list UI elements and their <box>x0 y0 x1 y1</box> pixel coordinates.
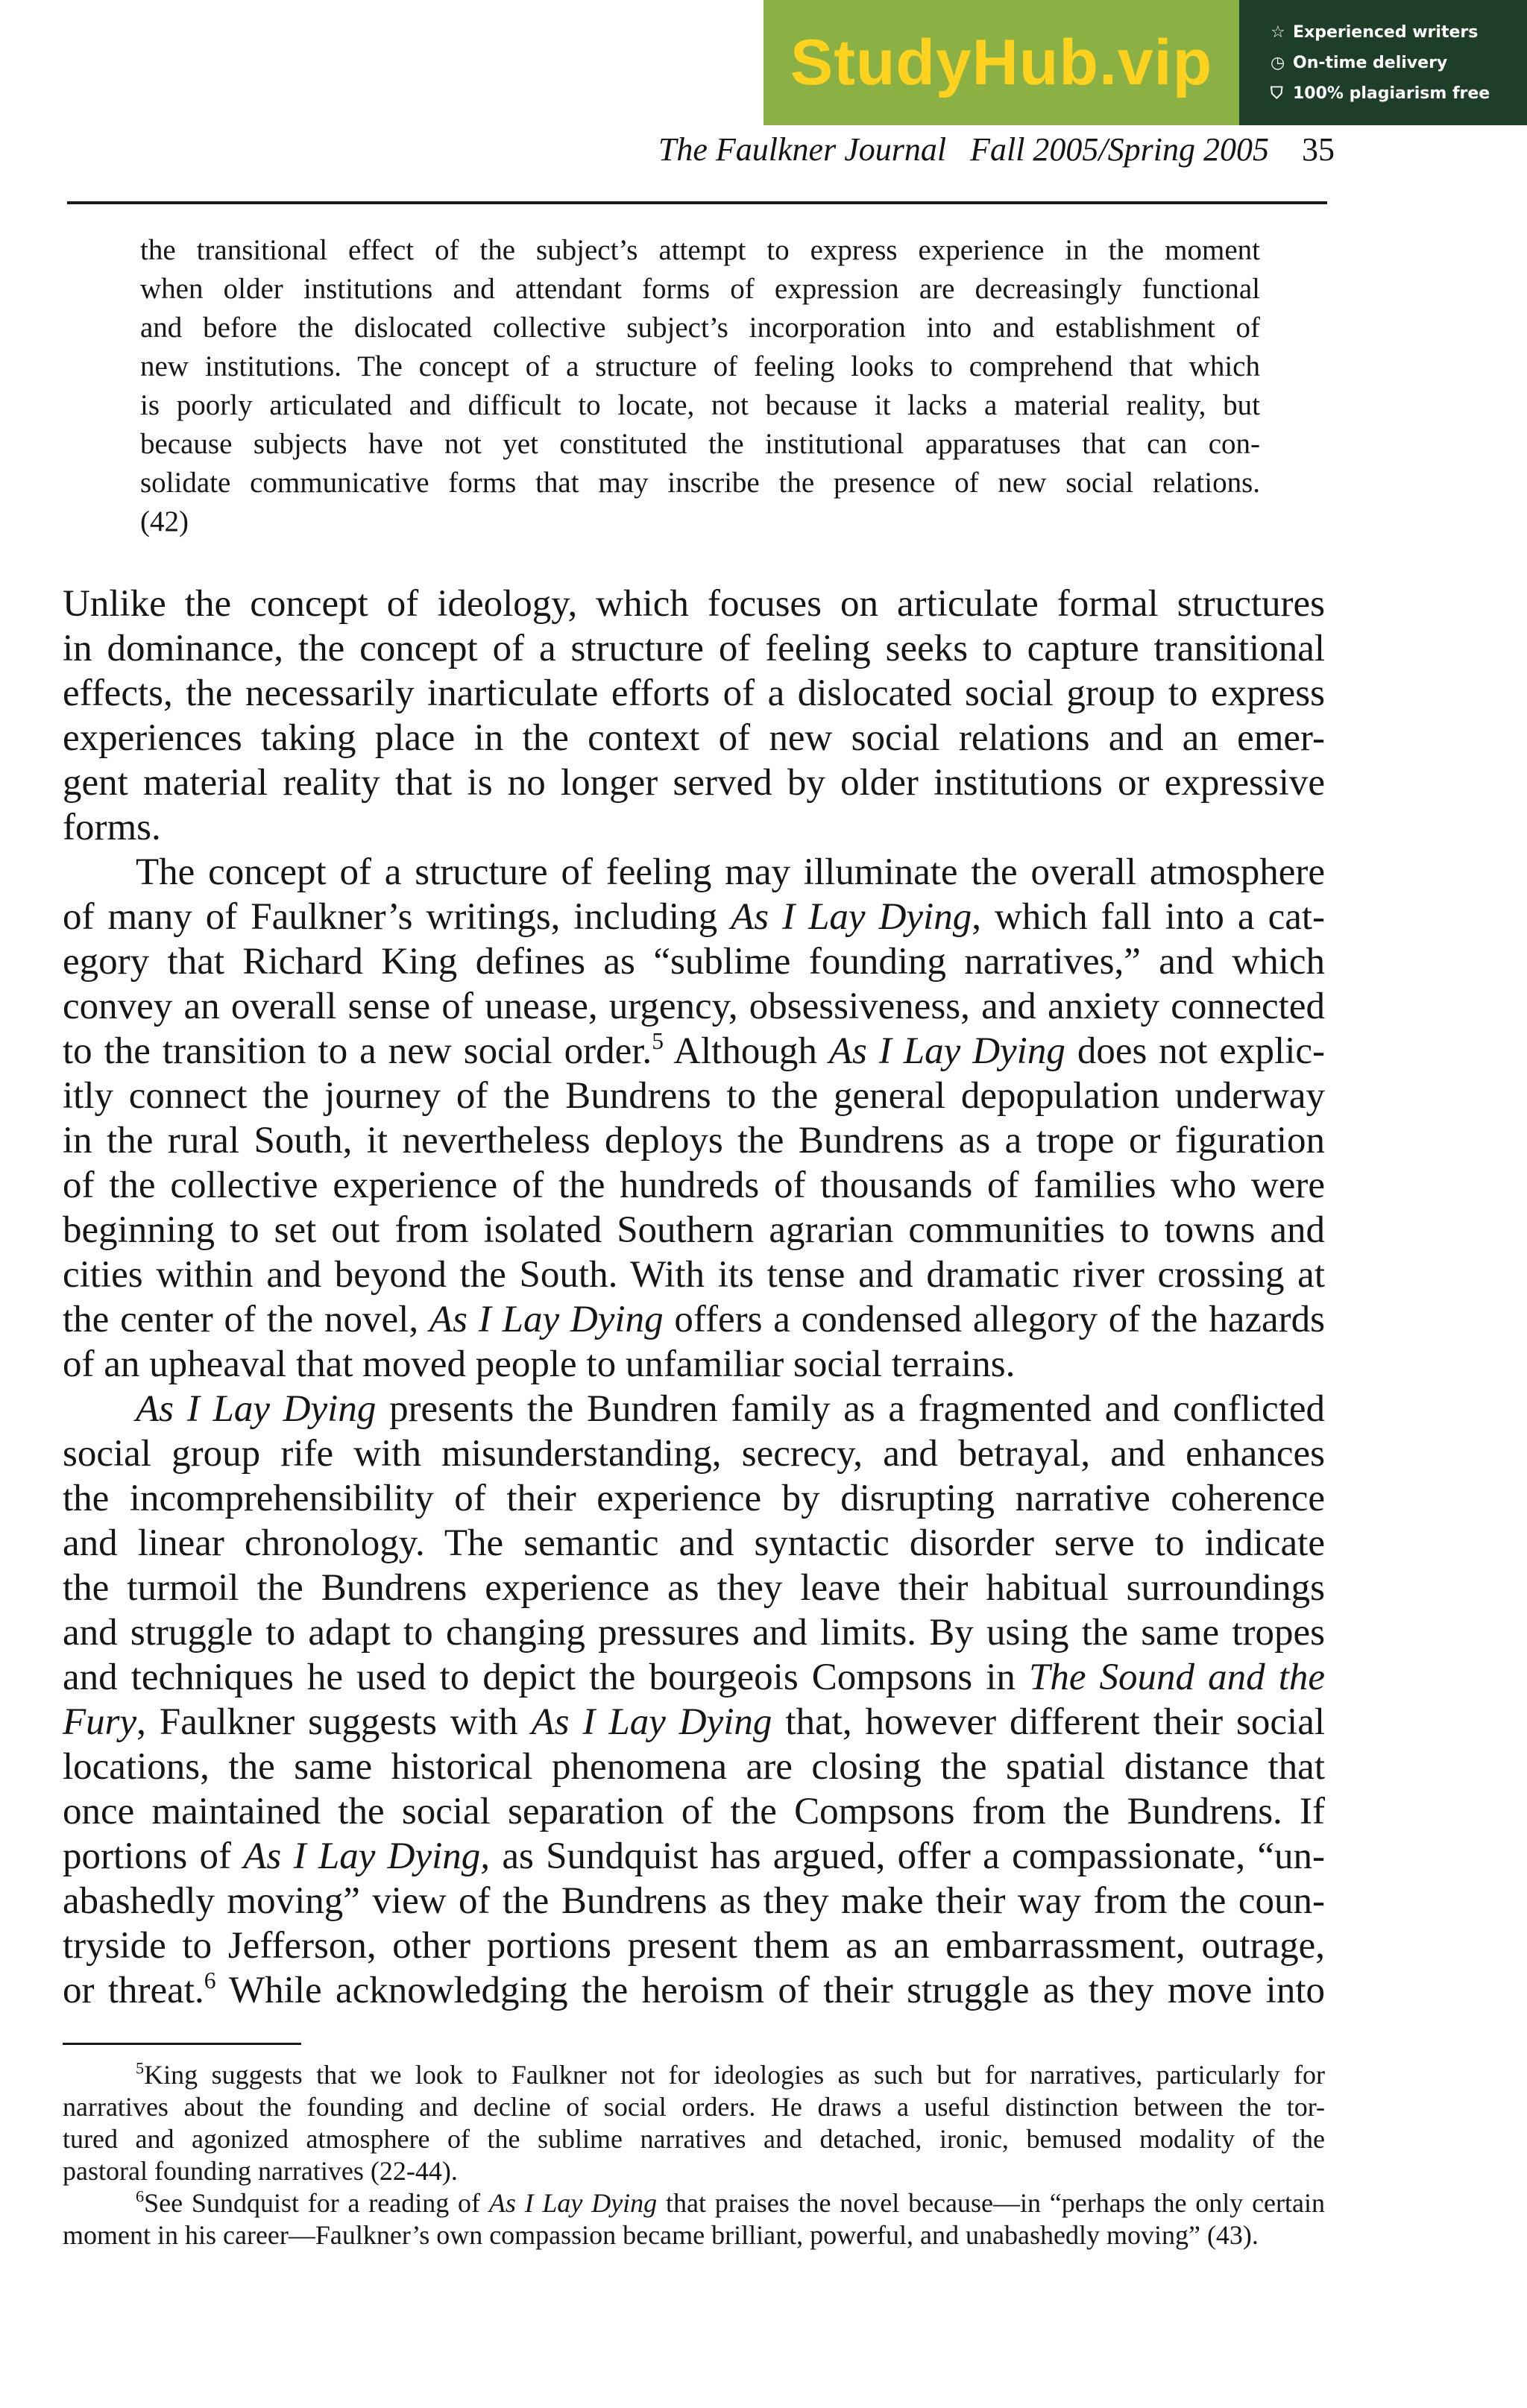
text-run: tryside to Jefferson, other portions present them as an embarrassment, outrage, <box>63 1925 1325 1967</box>
text-line <box>140 464 1260 502</box>
footnote-5 <box>63 2059 1325 2187</box>
text-line <box>63 716 1325 760</box>
text-run: and linear chronology. The semantic and syntactic disorder serve to indicate <box>63 1522 1325 1564</box>
text-line <box>63 1297 1325 1342</box>
text-run: once maintained the social separation of the Compsons from the Bundrens. If <box>63 1791 1325 1832</box>
text-run: effects, the necessarily inarticulate efforts of a dislocated social group to express <box>63 672 1325 714</box>
footnote-ref: 6 <box>204 1967 216 1994</box>
text-run: portions of <box>63 1835 244 1877</box>
italic-title: As I Lay Dying, <box>243 1835 491 1877</box>
text-line <box>63 2059 1325 2091</box>
text-line <box>63 1566 1325 1610</box>
text-line <box>140 270 1260 309</box>
text-run: pastoral founding narratives (22-44). <box>63 2156 458 2186</box>
star-icon: ☆ <box>1271 22 1285 42</box>
paragraph-1 <box>63 581 1325 850</box>
text-run: (42) <box>140 505 189 538</box>
text-run: gent material reality that is no longer served by older institutions or expressive <box>63 762 1325 804</box>
feature-experienced-writers <box>1271 23 1527 42</box>
text-line <box>63 2187 1325 2219</box>
text-line <box>140 502 1260 541</box>
text-run: the incomprehensibility of their experience by disrupting narrative coherence <box>63 1478 1325 1519</box>
text-line <box>140 425 1260 464</box>
text-run: See Sundquist for a reading of <box>144 2188 489 2218</box>
journal-title: The Faulkner Journal <box>658 131 947 168</box>
paragraph-3 <box>63 1387 1325 2013</box>
text-line <box>63 850 1325 895</box>
clock-icon: ◷ <box>1271 53 1285 72</box>
text-run: does not explic- <box>1065 1030 1326 1072</box>
body-text <box>63 581 1325 2013</box>
header-rule <box>67 201 1327 204</box>
text-run: to the transition to a new social order. <box>63 1030 652 1072</box>
text-line <box>63 1387 1325 1431</box>
feature-text: On-time delivery <box>1293 53 1448 72</box>
text-line <box>63 1655 1325 1700</box>
text-run: of an upheaval that moved people to unfamiliar social terrains. <box>63 1343 1016 1385</box>
italic-title: The Sound and the <box>1028 1657 1326 1698</box>
text-run: solidate communicative forms that may inscribe the presence of new social relations. <box>140 467 1260 499</box>
feature-text: 100% plagiarism free <box>1293 83 1490 103</box>
text-run: forms. <box>63 807 161 848</box>
text-line <box>140 386 1260 425</box>
text-line <box>63 1879 1325 1923</box>
footnote-ref: 5 <box>136 2058 145 2078</box>
italic-title: As I Lay Dying <box>488 2188 658 2218</box>
text-run: of many of Faulkner’s writings, including <box>63 896 731 938</box>
italic-title: As I Lay Dying <box>828 1030 1065 1072</box>
text-line <box>63 1431 1325 1476</box>
text-run: beginning to set out from isolated Southern agrarian communities to towns and <box>63 1209 1325 1251</box>
text-line <box>63 895 1325 939</box>
text-line <box>63 1118 1325 1163</box>
footnote-6 <box>63 2187 1325 2251</box>
text-run: egory that Richard King defines as “sublime founding narratives,” and which <box>63 941 1325 983</box>
paragraph-2 <box>63 850 1325 1387</box>
footnote-ref: 6 <box>136 2187 145 2206</box>
text-run: Although <box>664 1030 829 1072</box>
text-line <box>63 760 1325 805</box>
text-run: when older institutions and attendant forms of expression are decreasingly functional <box>140 273 1260 305</box>
text-line <box>63 2155 1325 2187</box>
shield-icon: ⛉ <box>1271 83 1283 103</box>
text-line <box>63 1923 1325 1968</box>
text-line <box>140 347 1260 386</box>
italic-title: As I Lay Dying <box>531 1701 772 1743</box>
text-run: and techniques he used to depict the bourgeois Compsons in <box>63 1657 1029 1698</box>
text-line <box>63 2123 1325 2155</box>
text-run: and before the dislocated collective subject’s incorporation into and establishment of <box>140 312 1260 344</box>
text-run: The concept of a structure of feeling may illuminate the overall atmosphere <box>136 851 1325 893</box>
text-line <box>63 2091 1325 2123</box>
text-run: experiences taking place in the context of new social relations and an emer- <box>63 717 1325 759</box>
text-line <box>63 1208 1325 1252</box>
text-run: that praises the novel because—in “perhaps the only certain <box>657 2188 1326 2218</box>
text-line <box>63 1029 1325 1074</box>
text-line <box>63 1074 1325 1118</box>
issue-date: Fall 2005/Spring 2005 <box>970 131 1269 168</box>
text-run: because subjects have not yet constituted the institutional apparatuses that can con- <box>140 428 1260 460</box>
text-run: , Faulkner suggests with <box>136 1701 532 1743</box>
text-run: in the rural South, it nevertheless deploys the Bundrens as a trope or figuration <box>63 1120 1325 1162</box>
text-line <box>63 581 1325 626</box>
feature-plagiarism-free <box>1271 84 1527 103</box>
running-head <box>582 130 1335 175</box>
text-line <box>63 1700 1325 1744</box>
text-run: locations, the same historical phenomena are closing the spatial distance that <box>63 1746 1325 1788</box>
text-run: Unlike the concept of ideology, which focuses on articulate formal structures <box>63 583 1325 625</box>
block-quote <box>140 231 1260 541</box>
text-line <box>140 231 1260 270</box>
text-run: the turmoil the Bundrens experience as they leave their habitual surroundings <box>63 1567 1325 1609</box>
italic-title: Fury <box>63 1701 137 1743</box>
footnote-ref: 5 <box>652 1028 664 1055</box>
footnotes <box>63 2059 1325 2251</box>
text-run: cities within and beyond the South. With its tense and dramatic river crossing at <box>63 1254 1325 1296</box>
text-run: itly connect the journey of the Bundrens to the general depopulation underway <box>63 1075 1325 1117</box>
text-run: presents the Bundren family as a fragmented and conflicted <box>376 1388 1325 1430</box>
feature-text: Experienced writers <box>1293 22 1479 42</box>
text-line <box>63 1252 1325 1297</box>
italic-title: As I Lay Dying <box>731 896 972 938</box>
italic-title: As I Lay Dying <box>429 1299 664 1340</box>
text-line <box>63 1476 1325 1521</box>
text-run: the transitional effect of the subject’s attempt to express experience in the moment <box>140 234 1260 266</box>
text-line <box>63 1342 1325 1387</box>
text-run: is poorly articulated and difficult to locate, not because it lacks a material reality, but <box>140 389 1260 421</box>
text-line <box>63 1610 1325 1655</box>
text-run: social group rife with misunderstanding, secrecy, and betrayal, and enhances <box>63 1433 1325 1475</box>
text-line <box>63 1968 1325 2013</box>
italic-title: As I Lay Dying <box>136 1388 377 1430</box>
text-run: and struggle to adapt to changing pressures and limits. By using the same tropes <box>63 1612 1325 1654</box>
text-run: , which fall into a cat- <box>972 896 1325 938</box>
banner-features <box>1239 0 1527 125</box>
text-run: as Sundquist has argued, offer a compassionate, “un- <box>490 1835 1325 1877</box>
text-line <box>63 1834 1325 1879</box>
text-line <box>63 984 1325 1029</box>
page-number: 35 <box>1302 131 1335 168</box>
text-run: that, however different their social <box>772 1701 1325 1743</box>
text-run: of the collective experience of the hundreds of thousands of families who were <box>63 1164 1325 1206</box>
text-run: While acknowledging the heroism of their struggle as they move into <box>215 1970 1326 2011</box>
studyhub-logo[interactable]: StudyHub.vip <box>790 26 1213 98</box>
ad-banner[interactable] <box>764 0 1527 125</box>
text-run: King suggests that we look to Faulkner not for ideologies as such but for narratives, particularly for <box>144 2060 1325 2090</box>
text-line <box>63 2219 1325 2251</box>
text-line <box>63 626 1325 671</box>
text-run: convey an overall sense of unease, urgency, obsessiveness, and anxiety connected <box>63 986 1325 1027</box>
text-line <box>63 1744 1325 1789</box>
text-run: in dominance, the concept of a structure of feeling seeks to capture transitional <box>63 628 1325 669</box>
text-run: tured and agonized atmosphere of the sublime narratives and detached, ironic, bemused modality of the <box>63 2124 1325 2154</box>
text-run: offers a condensed allegory of the hazards <box>663 1299 1325 1340</box>
text-line <box>140 309 1260 347</box>
text-line <box>63 805 1325 850</box>
footnote-rule <box>63 2043 301 2045</box>
text-run: the center of the novel, <box>63 1299 429 1340</box>
text-line <box>63 1163 1325 1208</box>
text-run: new institutions. The concept of a structure of feeling looks to comprehend that which <box>140 350 1260 382</box>
text-run: narratives about the founding and decline of social orders. He draws a useful distinction between the tor- <box>63 2092 1325 2122</box>
text-line <box>63 1521 1325 1566</box>
text-line <box>63 671 1325 716</box>
feature-on-time-delivery <box>1271 54 1527 72</box>
text-run: moment in his career—Faulkner’s own compassion became brilliant, powerful, and unabashedly moving” (43). <box>63 2220 1259 2250</box>
text-line <box>63 939 1325 984</box>
text-run: abashedly moving” view of the Bundrens as they make their way from the coun- <box>63 1880 1325 1922</box>
text-run: or threat. <box>63 1970 204 2011</box>
text-line <box>63 1789 1325 1834</box>
